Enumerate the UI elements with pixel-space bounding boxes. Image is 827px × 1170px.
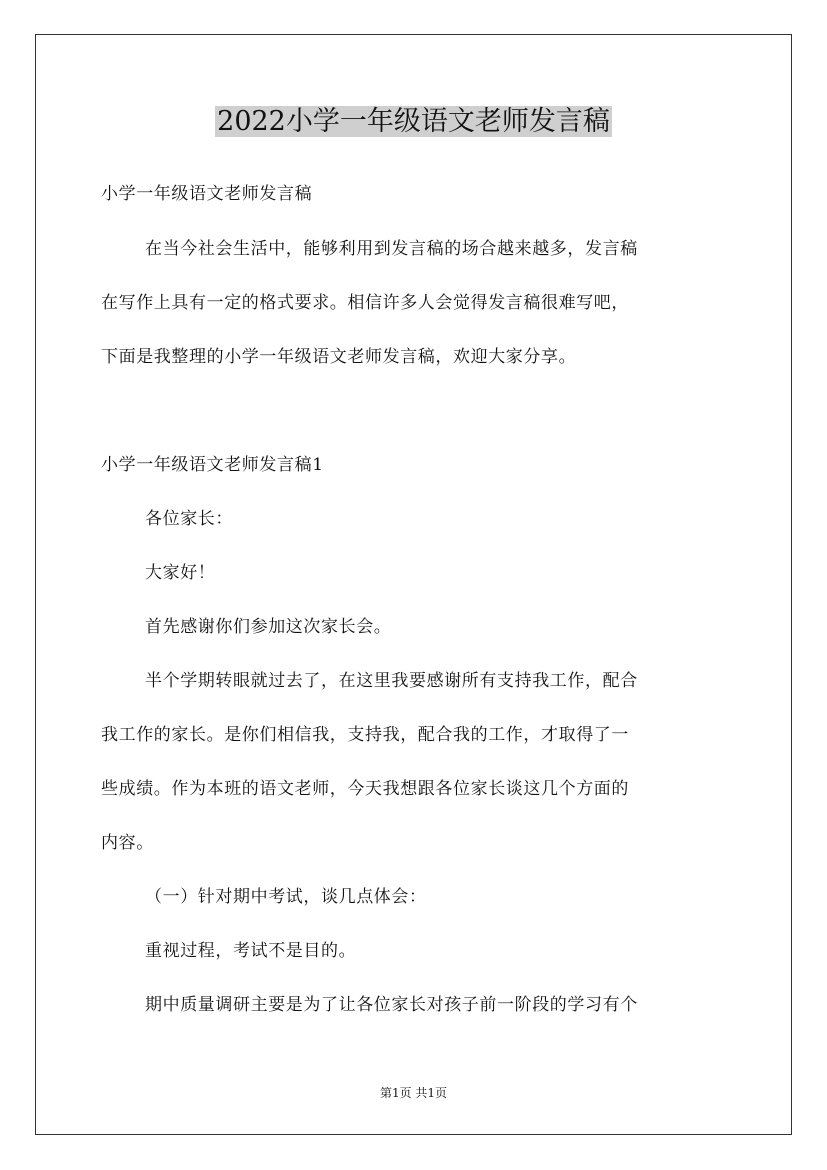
body-line-3: 首先感谢你们参加这次家长会。	[145, 617, 392, 637]
body-line-4: 半个学期转眼就过去了，在这里我要感谢所有支持我工作，配合	[145, 671, 638, 691]
body-line-1: 各位家长：	[145, 509, 233, 529]
document-title-text: 2022小学一年级语文老师发言稿	[217, 106, 610, 137]
page-footer: 第1页 共1页	[379, 1086, 448, 1100]
body-line-7: 内容。	[101, 833, 154, 853]
body-line-2: 大家好！	[145, 563, 216, 583]
section-heading: 小学一年级语文老师发言稿1	[101, 455, 324, 475]
subtitle: 小学一年级语文老师发言稿	[101, 184, 313, 204]
body-line-5: 我工作的家长。是你们相信我，支持我，配合我的工作，才取得了一	[101, 725, 629, 745]
body-line-8: （一）针对期中考试，谈几点体会：	[145, 887, 427, 907]
intro-line-1: 在当今社会生活中，能够利用到发言稿的场合越来越多，发言稿	[145, 239, 638, 259]
intro-line-3: 下面是我整理的小学一年级语文老师发言稿，欢迎大家分享。	[101, 347, 577, 367]
body-line-6: 些成绩。作为本班的语文老师，今天我想跟各位家长谈这几个方面的	[101, 779, 629, 799]
body-line-9: 重视过程，考试不是目的。	[145, 941, 357, 961]
document-title	[0, 104, 827, 140]
intro-line-2: 在写作上具有一定的格式要求。相信许多人会觉得发言稿很难写吧，	[101, 293, 629, 313]
body-line-10: 期中质量调研主要是为了让各位家长对孩子前一阶段的学习有个	[145, 995, 638, 1015]
